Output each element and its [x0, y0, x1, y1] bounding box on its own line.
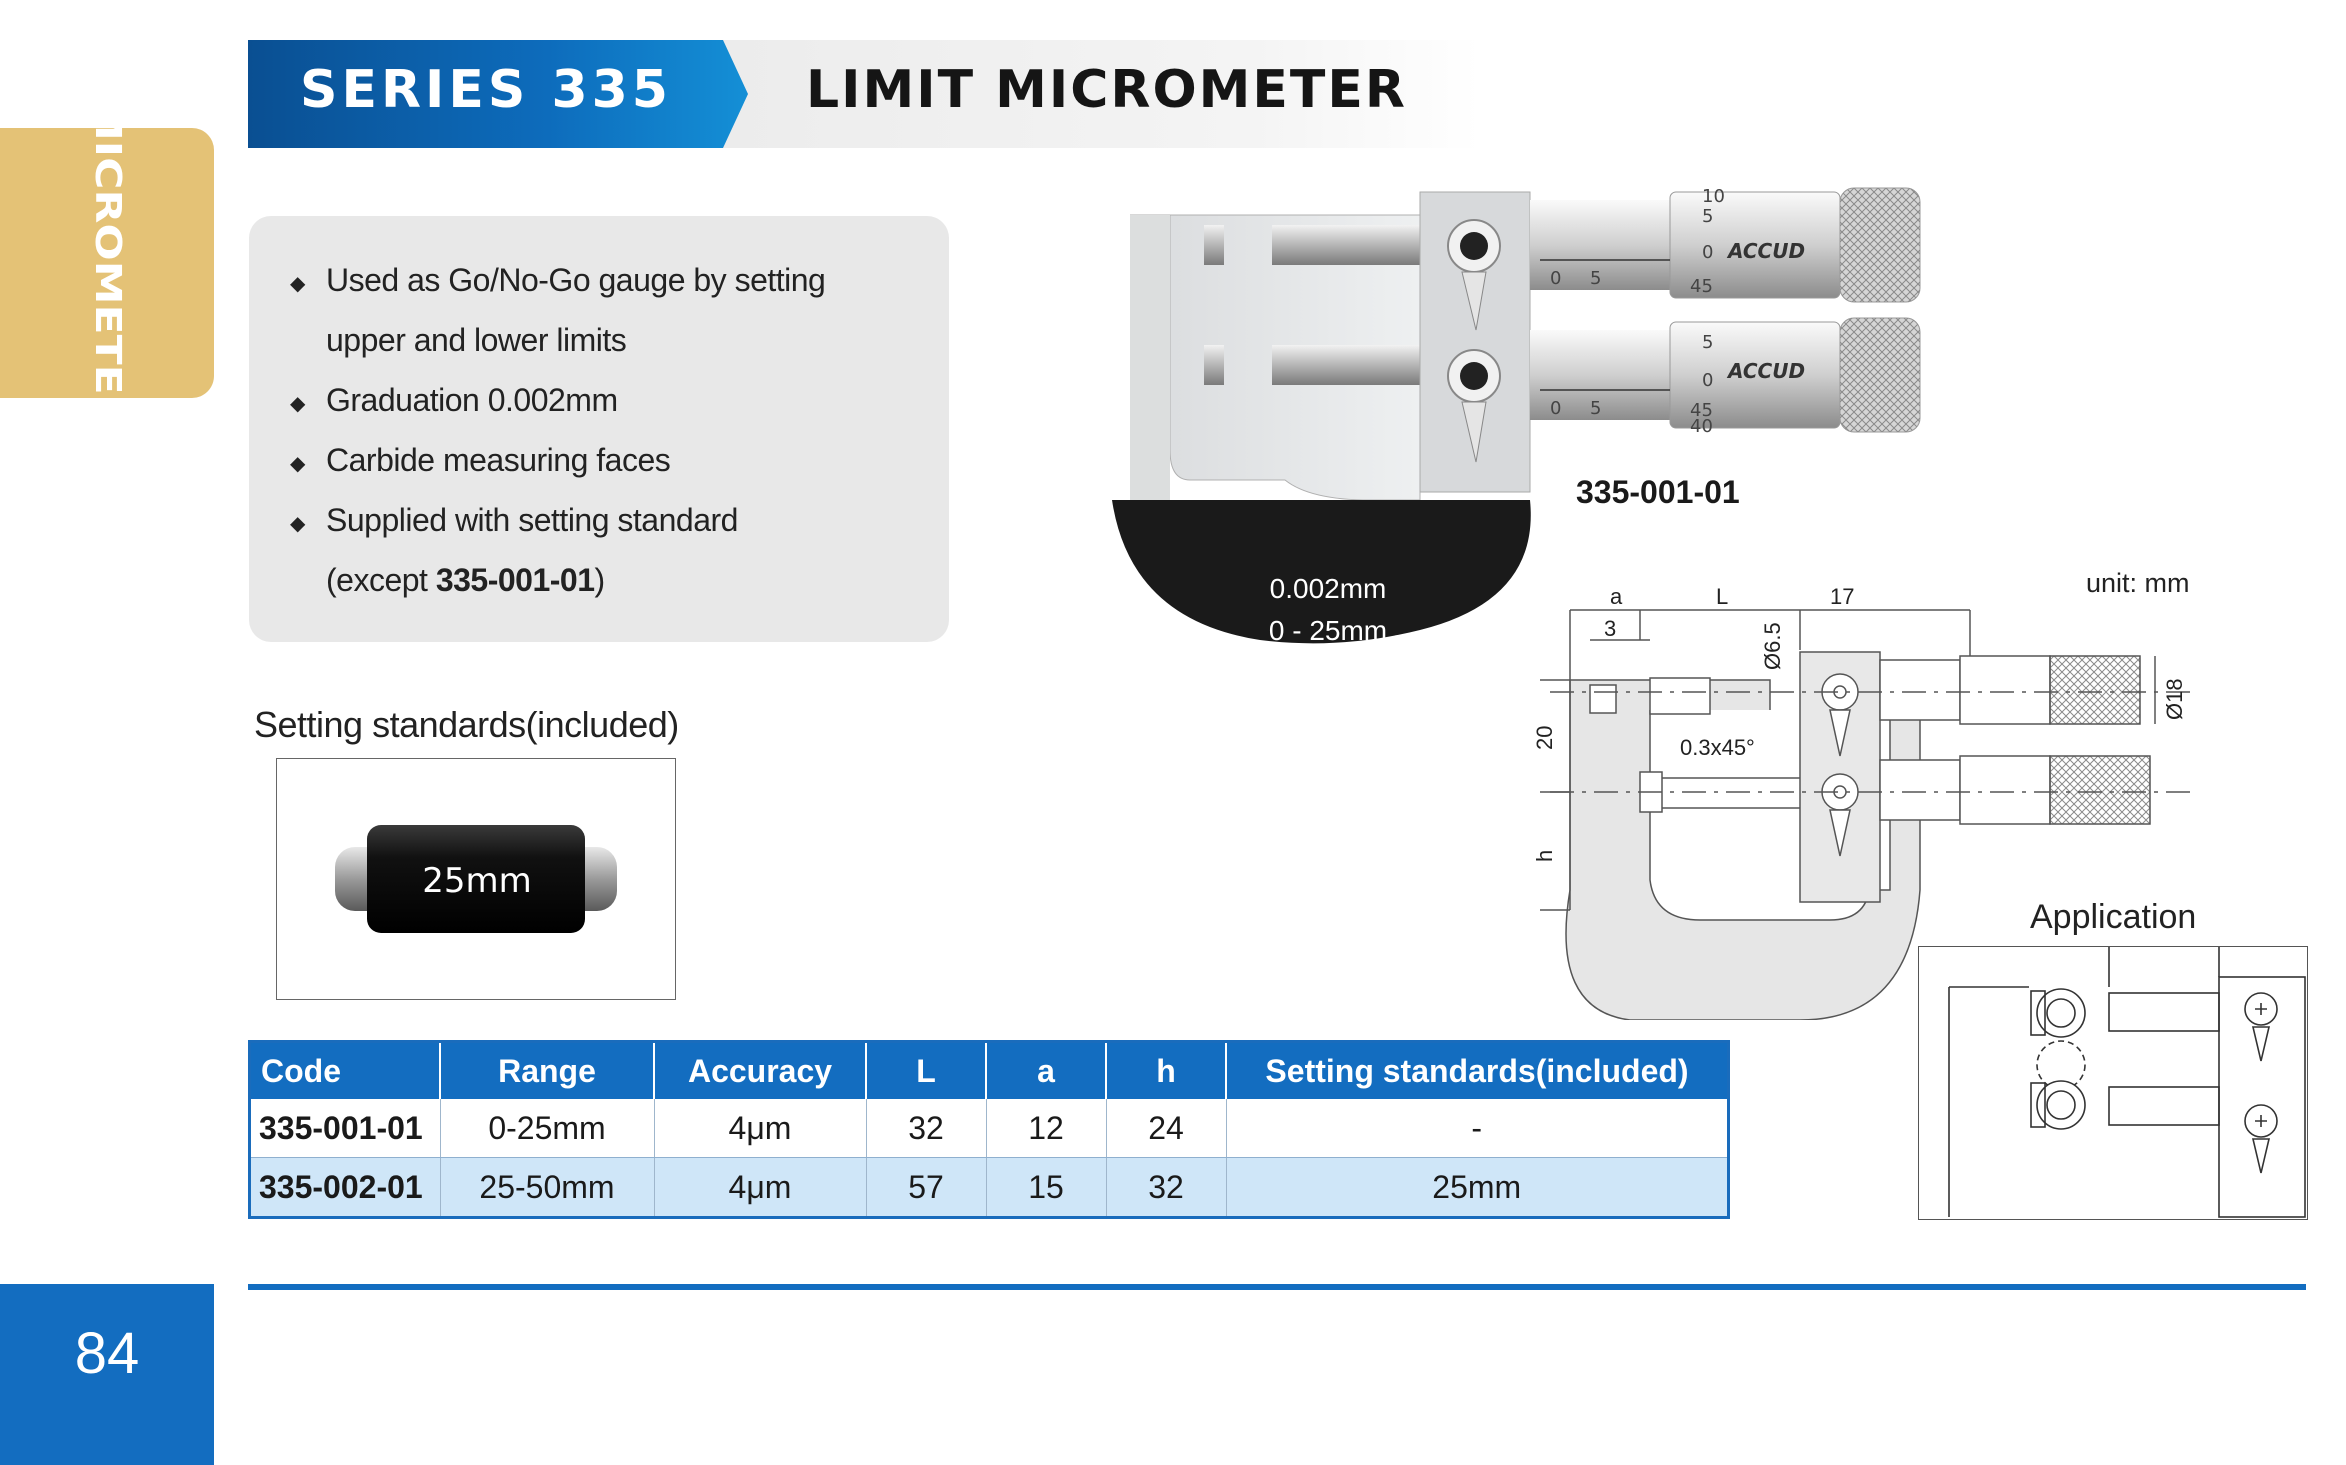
feature-4-code: 335-001-01 [435, 562, 595, 598]
cell-code: 335-001-01 [250, 1099, 441, 1158]
col-code: Code [250, 1042, 441, 1100]
feature-4-line2 [326, 562, 605, 599]
feature-2: Graduation 0.002mm [326, 382, 618, 418]
thimble-number: 45 [1690, 400, 1713, 421]
setting-standards-label: Setting standards(included) [254, 704, 679, 745]
dim-d18: Ø18 [2162, 678, 2187, 720]
dim-20: 20 [1532, 725, 1557, 750]
cell-a: 12 [986, 1099, 1106, 1158]
col-L: L [866, 1042, 986, 1100]
col-h: h [1106, 1042, 1226, 1100]
cell-h: 32 [1106, 1158, 1226, 1218]
bullet-icon: ◆ [290, 273, 306, 295]
thimble-number: 0 [1702, 242, 1714, 263]
col-accuracy: Accuracy [654, 1042, 866, 1100]
setting-standard-marking: 25mm [422, 861, 532, 901]
cell-a: 15 [986, 1158, 1106, 1218]
spec-table [248, 1040, 1730, 1219]
product-code-label: 335-001-01 [1576, 474, 1740, 510]
feature-1-line1: Used as Go/No-Go gauge by setting [326, 262, 826, 298]
sleeve-number: 0 [1550, 398, 1562, 419]
dim-d65: Ø6.5 [1760, 622, 1785, 670]
thimble-number: 10 [1702, 186, 1725, 207]
bullet-icon: ◆ [290, 393, 306, 415]
thimble-number: 0 [1702, 370, 1714, 391]
cell-code: 335-002-01 [250, 1158, 441, 1218]
sleeve-number: 0 [1550, 268, 1562, 289]
cell-range: 25-50mm [440, 1158, 654, 1218]
page-title: LIMIT MICROMETER [806, 60, 1407, 120]
frame-range: 0 - 25mm [1268, 615, 1388, 646]
setting-standard-photo [276, 758, 676, 1000]
brand-logo-bottom: ACCUD [1728, 359, 1806, 383]
section-tab-label: MICROMETER [86, 97, 128, 429]
col-range: Range [440, 1042, 654, 1100]
application-illustration [1919, 947, 2307, 1219]
cell-accuracy: 4μm [654, 1099, 866, 1158]
footer-rule [248, 1284, 2306, 1290]
cell-accuracy: 4μm [654, 1158, 866, 1218]
section-tab-label-wrap [0, 97, 214, 429]
cell-setting-standard: - [1226, 1099, 1729, 1158]
feature-4-prefix: (except [326, 562, 436, 598]
feature-3: Carbide measuring faces [326, 442, 671, 478]
application-drawing [1918, 946, 2308, 1220]
dim-L: L [1716, 584, 1729, 609]
dim-3: 3 [1604, 616, 1617, 641]
cell-L: 57 [866, 1158, 986, 1218]
page-number: 84 [74, 1321, 140, 1386]
cell-range: 0-25mm [440, 1099, 654, 1158]
thimble-number: 40 [1690, 416, 1713, 437]
cell-setting-standard: 25mm [1226, 1158, 1729, 1218]
feature-1-line2: upper and lower limits [326, 322, 627, 358]
unit-label: unit: mm [2086, 568, 2190, 598]
setting-standard-rod-icon [277, 759, 675, 999]
brand-logo-top: ACCUD [1728, 239, 1806, 263]
bullet-icon: ◆ [290, 453, 306, 475]
bullet-icon: ◆ [290, 513, 306, 535]
application-label: Application [2030, 898, 2197, 936]
thimble-number: 45 [1690, 276, 1713, 297]
table-row [250, 1158, 1729, 1218]
dim-h: h [1532, 849, 1557, 862]
sleeve-number: 5 [1590, 398, 1602, 419]
dim-17: 17 [1830, 584, 1855, 609]
cell-L: 32 [866, 1099, 986, 1158]
series-label: SERIES 335 [300, 60, 672, 120]
cell-h: 24 [1106, 1099, 1226, 1158]
table-row [250, 1099, 1729, 1158]
thimble-number: 5 [1702, 332, 1714, 353]
dim-chamfer: 0.3x45° [1680, 735, 1755, 760]
col-a: a [986, 1042, 1106, 1100]
feature-4-suffix: ) [594, 562, 605, 598]
frame-graduation: 0.002mm [1269, 573, 1387, 604]
table-header-row [250, 1042, 1729, 1100]
feature-4-line1: Supplied with setting standard [326, 502, 738, 538]
sleeve-number: 5 [1590, 268, 1602, 289]
dim-a: a [1610, 584, 1623, 609]
col-setting-standards: Setting standards(included) [1226, 1042, 1729, 1100]
thimble-number: 5 [1702, 206, 1714, 227]
